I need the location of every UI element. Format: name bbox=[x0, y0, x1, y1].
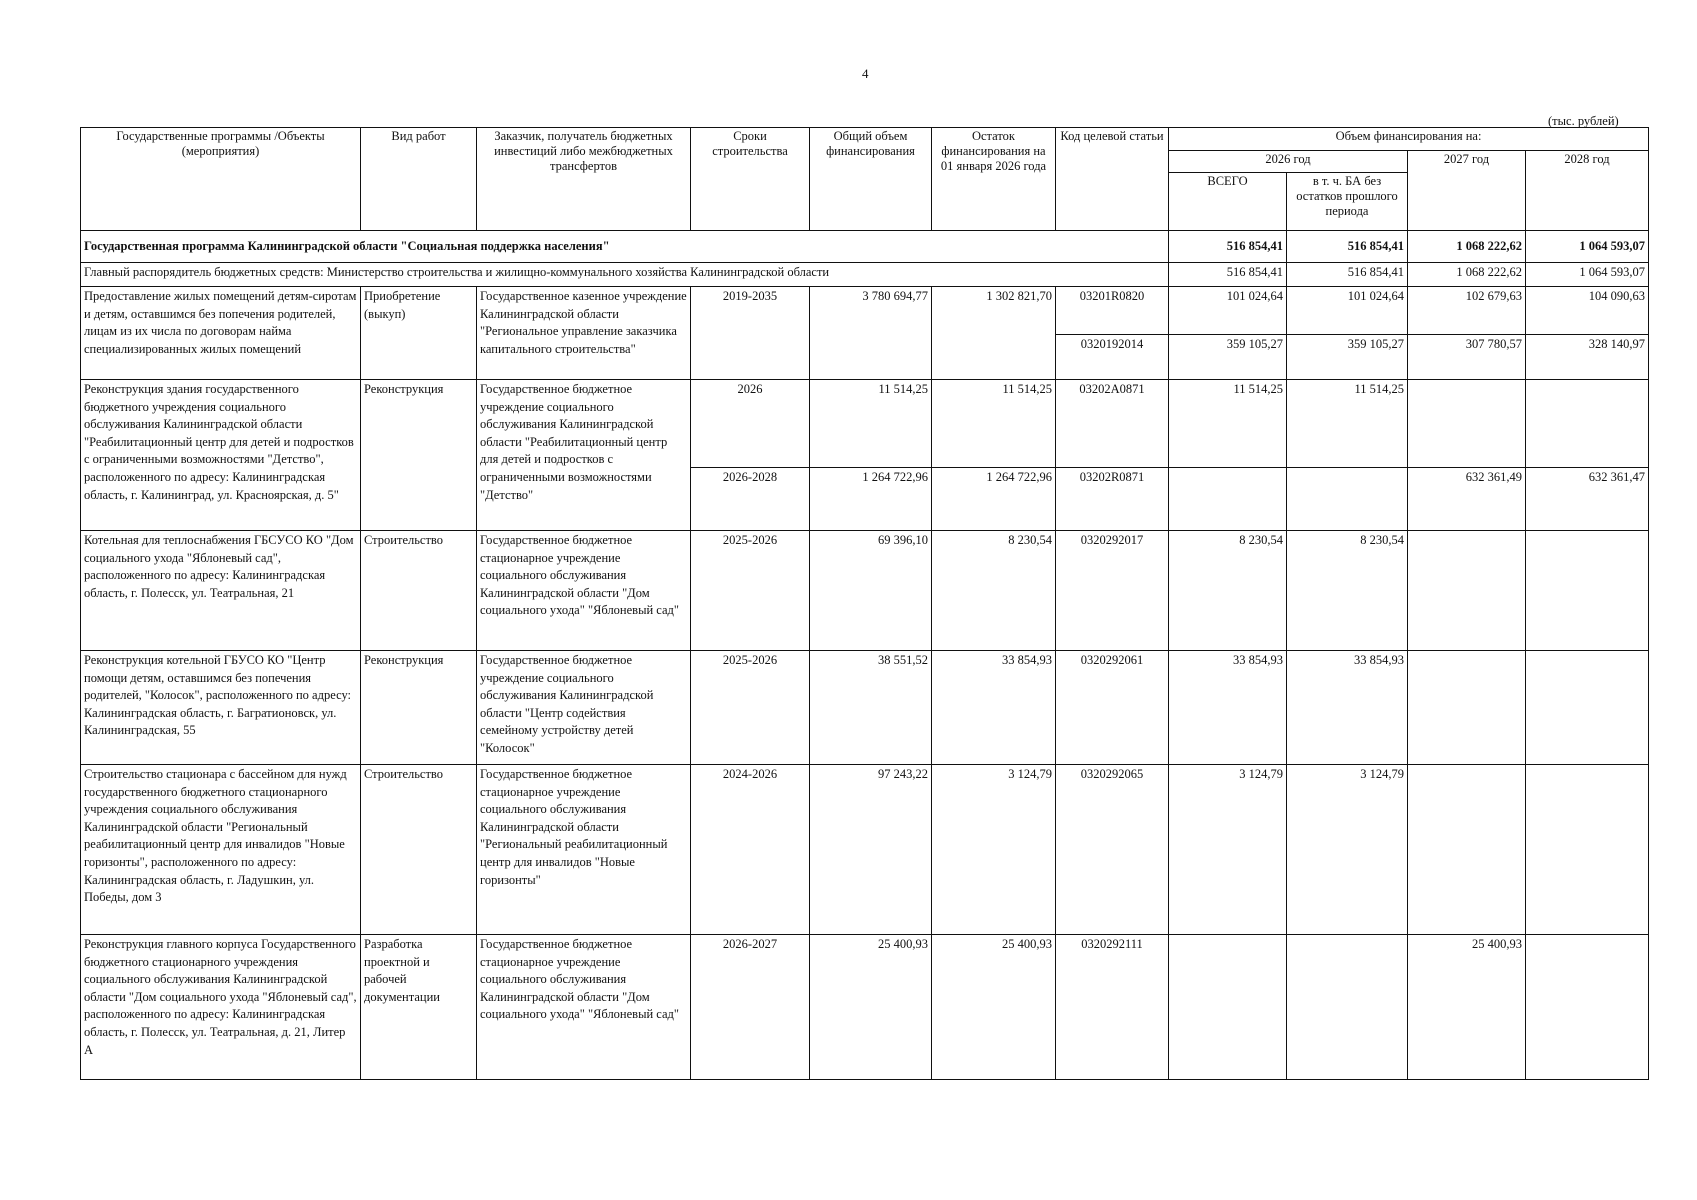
period-cell: 2024-2026 bbox=[691, 765, 810, 935]
object-cell: Строительство стационара с бассейном для нужд государственного бюджетного стационарного учреждения социального обслуживания Калининградской области "Региональный реабилитационный центр для инвалидов "Новые горизонты", расположенного по адресу: Калининградская область, г. Ладушкин, ул. Победы, дом 3 bbox=[81, 765, 361, 935]
table-row bbox=[81, 287, 1649, 335]
remaining-cell: 33 854,93 bbox=[932, 651, 1056, 765]
object-cell: Реконструкция главного корпуса Государственного бюджетного стационарного учреждения социального обслуживания Калининградской области "Дом социального ухода "Яблоневый сад", расположенного по адресу: Калининградская область, г. Полесск, ул. Театральная, д. 21, Литер А bbox=[81, 935, 361, 1080]
table-row bbox=[81, 380, 1649, 468]
total-2026-cell bbox=[1169, 935, 1287, 1080]
period-cell: 2026-2027 bbox=[691, 935, 810, 1080]
customer-cell: Государственное бюджетное стационарное учреждение социального обслуживания Калининградской области "Дом социального ухода" "Яблоневый сад" bbox=[477, 531, 691, 651]
code-cell: 03201R0820 bbox=[1056, 287, 1169, 335]
work-cell: Реконструкция bbox=[361, 651, 477, 765]
table-row bbox=[81, 531, 1649, 651]
total-cell: 25 400,93 bbox=[810, 935, 932, 1080]
manager-total-2026: 516 854,41 bbox=[1169, 263, 1287, 287]
units-label: (тыс. рублей) bbox=[1548, 114, 1619, 128]
y2027-cell: 102 679,63 bbox=[1408, 287, 1526, 335]
object-cell: Реконструкция котельной ГБУСО КО "Центр помощи детям, оставшимся без попечения родителей, "Колосок", расположенного по адресу: Калининградская область, г. Багратионовск, ул. Калининградская, 55 bbox=[81, 651, 361, 765]
total-cell: 3 780 694,77 bbox=[810, 287, 932, 380]
incl-2026-cell: 101 024,64 bbox=[1287, 287, 1408, 335]
period-cell: 2026-2028 bbox=[691, 468, 810, 531]
period-cell: 2025-2026 bbox=[691, 531, 810, 651]
total-2026-cell: 101 024,64 bbox=[1169, 287, 1287, 335]
object-cell: Реконструкция здания государственного бюджетного учреждения социального обслуживания Калининградской области "Реабилитационный центр для детей и подростков с ограниченными возможностями "Детство", расположенного по адресу: Калининградская область, г. Калининград, ул. Красноярская, д. 5" bbox=[81, 380, 361, 531]
manager-incl-2026: 516 854,41 bbox=[1287, 263, 1408, 287]
code-cell: 03202R0871 bbox=[1056, 468, 1169, 531]
manager-row bbox=[81, 263, 1649, 287]
code-cell: 0320292065 bbox=[1056, 765, 1169, 935]
incl-2026-cell: 11 514,25 bbox=[1287, 380, 1408, 468]
work-cell: Строительство bbox=[361, 765, 477, 935]
customer-cell: Государственное бюджетное учреждение социального обслуживания Калининградской области "Центр содействия семейному устройству детей "Колосок" bbox=[477, 651, 691, 765]
incl-2026-cell: 8 230,54 bbox=[1287, 531, 1408, 651]
code-cell: 0320292061 bbox=[1056, 651, 1169, 765]
y2027-cell bbox=[1408, 765, 1526, 935]
budget-table bbox=[80, 127, 1649, 1080]
y2027-cell bbox=[1408, 531, 1526, 651]
work-cell: Разработка проектной и рабочей документации bbox=[361, 935, 477, 1080]
total-2026-cell: 11 514,25 bbox=[1169, 380, 1287, 468]
incl-2026-cell: 33 854,93 bbox=[1287, 651, 1408, 765]
incl-2026-cell: 3 124,79 bbox=[1287, 765, 1408, 935]
header-programs: Государственные программы /Объекты (мероприятия) bbox=[81, 128, 361, 231]
program-title: Государственная программа Калининградской области "Социальная поддержка населения" bbox=[81, 231, 1169, 263]
incl-2026-cell: 359 105,27 bbox=[1287, 335, 1408, 380]
manager-2028: 1 064 593,07 bbox=[1526, 263, 1649, 287]
total-cell: 11 514,25 bbox=[810, 380, 932, 468]
program-2027: 1 068 222,62 bbox=[1408, 231, 1526, 263]
header-row-1 bbox=[81, 128, 1649, 151]
code-cell: 0320192014 bbox=[1056, 335, 1169, 380]
work-cell: Строительство bbox=[361, 531, 477, 651]
incl-2026-cell bbox=[1287, 935, 1408, 1080]
remaining-cell: 25 400,93 bbox=[932, 935, 1056, 1080]
period-cell: 2026 bbox=[691, 380, 810, 468]
code-cell: 0320292111 bbox=[1056, 935, 1169, 1080]
customer-cell: Государственное бюджетное стационарное учреждение социального обслуживания Калининградской области "Дом социального ухода" "Яблоневый сад" bbox=[477, 935, 691, 1080]
manager-title: Главный распорядитель бюджетных средств: Министерство строительства и жилищно-коммунального хозяйства Калининградской области bbox=[81, 263, 1169, 287]
remaining-cell: 8 230,54 bbox=[932, 531, 1056, 651]
work-cell: Приобретение (выкуп) bbox=[361, 287, 477, 380]
header-work-type: Вид работ bbox=[361, 128, 477, 231]
page-number: 4 bbox=[862, 66, 869, 81]
header-financing-volume: Объем финансирования на: bbox=[1169, 128, 1649, 151]
y2027-cell bbox=[1408, 380, 1526, 468]
y2028-cell bbox=[1526, 651, 1649, 765]
header-year-2028: 2028 год bbox=[1526, 151, 1649, 231]
remaining-cell: 11 514,25 bbox=[932, 380, 1056, 468]
object-cell: Предоставление жилых помещений детям-сиротам и детям, оставшимся без попечения родителей, лицам из их числа по договорам найма специализированных жилых помещений bbox=[81, 287, 361, 380]
total-2026-cell: 33 854,93 bbox=[1169, 651, 1287, 765]
remaining-cell: 3 124,79 bbox=[932, 765, 1056, 935]
header-year-2026: 2026 год bbox=[1169, 151, 1408, 173]
manager-2027: 1 068 222,62 bbox=[1408, 263, 1526, 287]
object-cell: Котельная для теплоснабжения ГБСУСО КО "Дом социального ухода "Яблоневый сад", расположенного по адресу: Калининградская область, г. Полесск, ул. Театральная, 21 bbox=[81, 531, 361, 651]
total-2026-cell bbox=[1169, 468, 1287, 531]
code-cell: 03202A0871 bbox=[1056, 380, 1169, 468]
table-row bbox=[81, 765, 1649, 935]
y2027-cell bbox=[1408, 651, 1526, 765]
y2028-cell: 104 090,63 bbox=[1526, 287, 1649, 335]
incl-2026-cell bbox=[1287, 468, 1408, 531]
period-cell: 2019-2035 bbox=[691, 287, 810, 380]
header-target-code: Код целевой статьи bbox=[1056, 128, 1169, 231]
y2028-cell bbox=[1526, 531, 1649, 651]
total-cell: 69 396,10 bbox=[810, 531, 932, 651]
total-2026-cell: 8 230,54 bbox=[1169, 531, 1287, 651]
customer-cell: Государственное бюджетное учреждение социального обслуживания Калининградской области "Реабилитационный центр для детей и подростков с ограниченными возможностями "Детство" bbox=[477, 380, 691, 531]
program-total-2026: 516 854,41 bbox=[1169, 231, 1287, 263]
y2028-cell bbox=[1526, 765, 1649, 935]
table-row bbox=[81, 651, 1649, 765]
y2027-cell: 307 780,57 bbox=[1408, 335, 1526, 380]
y2027-cell: 632 361,49 bbox=[1408, 468, 1526, 531]
total-cell: 1 264 722,96 bbox=[810, 468, 932, 531]
remaining-cell: 1 264 722,96 bbox=[932, 468, 1056, 531]
header-incl-ba: в т. ч. БА без остатков прошлого периода bbox=[1287, 173, 1408, 231]
y2028-cell: 632 361,47 bbox=[1526, 468, 1649, 531]
remaining-cell: 1 302 821,70 bbox=[932, 287, 1056, 380]
y2028-cell bbox=[1526, 935, 1649, 1080]
total-cell: 38 551,52 bbox=[810, 651, 932, 765]
header-year-2027: 2027 год bbox=[1408, 151, 1526, 231]
header-total: ВСЕГО bbox=[1169, 173, 1287, 231]
total-cell: 97 243,22 bbox=[810, 765, 932, 935]
work-cell: Реконструкция bbox=[361, 380, 477, 531]
y2028-cell: 328 140,97 bbox=[1526, 335, 1649, 380]
total-2026-cell: 3 124,79 bbox=[1169, 765, 1287, 935]
code-cell: 0320292017 bbox=[1056, 531, 1169, 651]
program-row bbox=[81, 231, 1649, 263]
header-remaining: Остаток финансирования на 01 января 2026 года bbox=[932, 128, 1056, 231]
customer-cell: Государственное бюджетное стационарное учреждение социального обслуживания Калининградской области "Региональный реабилитационный центр для инвалидов "Новые горизонты" bbox=[477, 765, 691, 935]
y2028-cell bbox=[1526, 380, 1649, 468]
program-2028: 1 064 593,07 bbox=[1526, 231, 1649, 263]
header-customer: Заказчик, получатель бюджетных инвестиций либо межбюджетных трансфертов bbox=[477, 128, 691, 231]
header-total-financing: Общий объем финансирования bbox=[810, 128, 932, 231]
table-row bbox=[81, 935, 1649, 1080]
header-period: Сроки строительства bbox=[691, 128, 810, 231]
customer-cell: Государственное казенное учреждение Калининградской области "Региональное управление заказчика капитального строительства" bbox=[477, 287, 691, 380]
total-2026-cell: 359 105,27 bbox=[1169, 335, 1287, 380]
y2027-cell: 25 400,93 bbox=[1408, 935, 1526, 1080]
period-cell: 2025-2026 bbox=[691, 651, 810, 765]
program-incl-2026: 516 854,41 bbox=[1287, 231, 1408, 263]
